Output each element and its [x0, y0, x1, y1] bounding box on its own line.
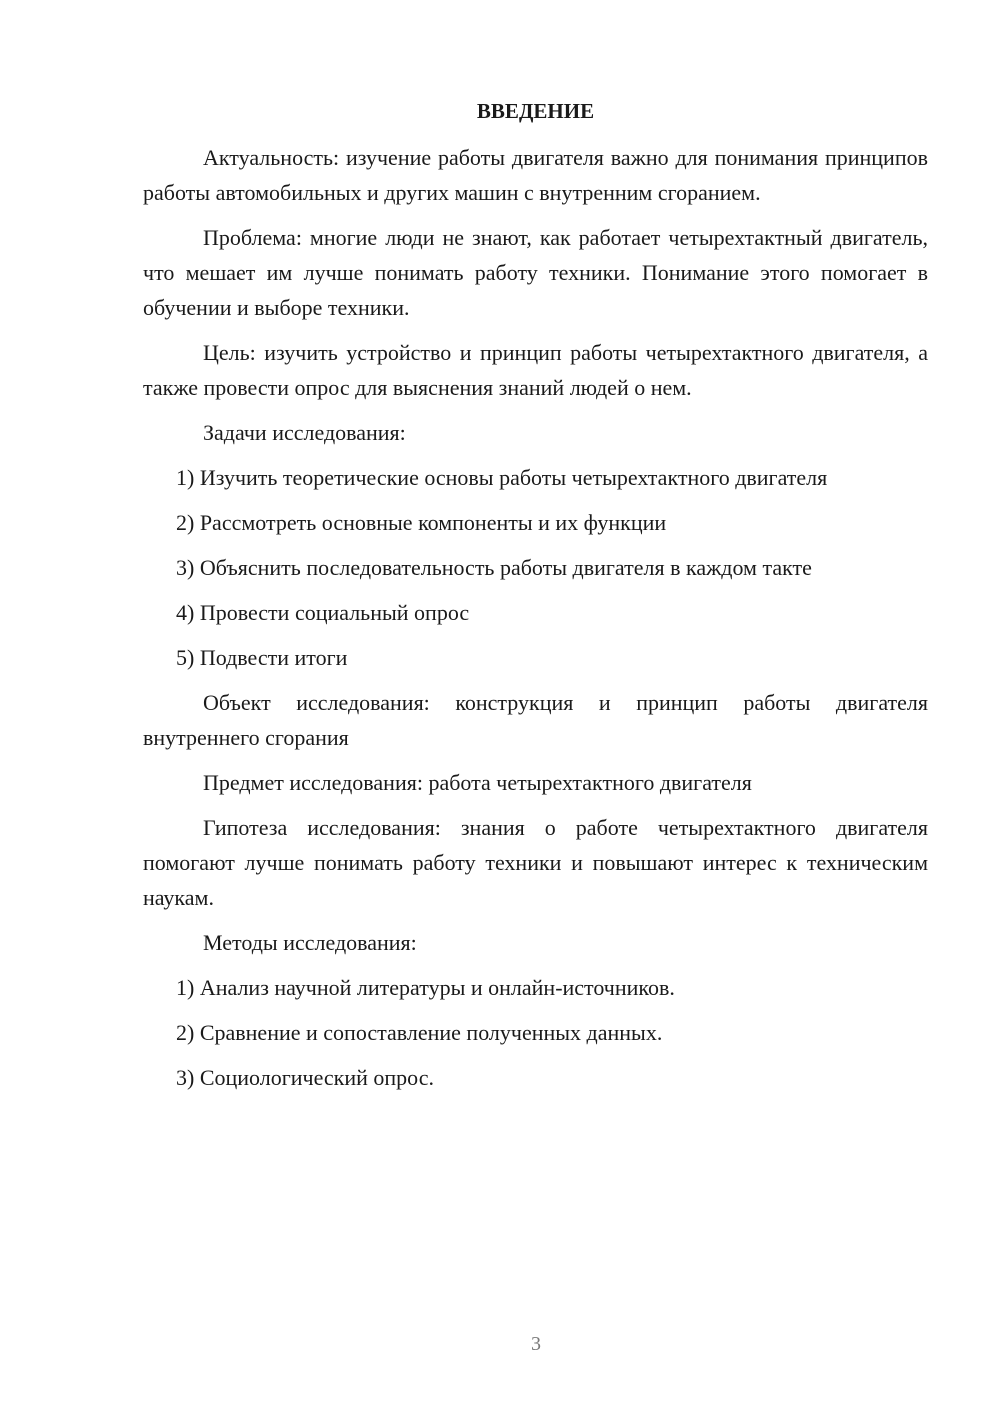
tasks-heading: Задачи исследования:	[203, 420, 406, 445]
task-item: 3) Объяснить последовательность работы двигателя в каждом такте	[176, 555, 812, 580]
object-paragraph: Объект исследования: конструкция и принцип работы двигателя внутреннего сгорания	[143, 690, 928, 750]
page-content	[143, 96, 928, 1105]
methods-heading: Методы исследования:	[203, 930, 417, 955]
hypothesis-paragraph: Гипотеза исследования: знания о работе четырехтактного двигателя помогают лучше понимать работу техники и повышают интерес к техническим наукам.	[143, 815, 928, 910]
goal-paragraph: Цель: изучить устройство и принцип работы четырехтактного двигателя, а также провести опрос для выяснения знаний людей о нем.	[143, 340, 928, 400]
section-title: ВВЕДЕНИЕ	[476, 99, 595, 123]
task-item: 1) Изучить теоретические основы работы четырехтактного двигателя	[176, 465, 828, 490]
task-item: 5) Подвести итоги	[176, 645, 348, 670]
page-number: 3	[531, 1333, 541, 1355]
method-item: 3) Социологический опрос.	[176, 1065, 434, 1090]
method-item: 1) Анализ научной литературы и онлайн-источников.	[176, 975, 675, 1000]
subject-paragraph: Предмет исследования: работа четырехтактного двигателя	[203, 770, 752, 795]
method-item: 2) Сравнение и сопоставление полученных данных.	[176, 1020, 663, 1045]
task-item: 4) Провести социальный опрос	[176, 600, 470, 625]
problem-paragraph: Проблема: многие люди не знают, как работает четырехтактный двигатель, что мешает им лучше понимать работу техники. Понимание этого помогает в обучении и выборе техники.	[143, 225, 928, 320]
relevance-paragraph: Актуальность: изучение работы двигателя важно для понимания принципов работы автомобильных и других машин с внутренним сгоранием.	[143, 145, 928, 205]
task-item: 2) Рассмотреть основные компоненты и их функции	[176, 510, 667, 535]
